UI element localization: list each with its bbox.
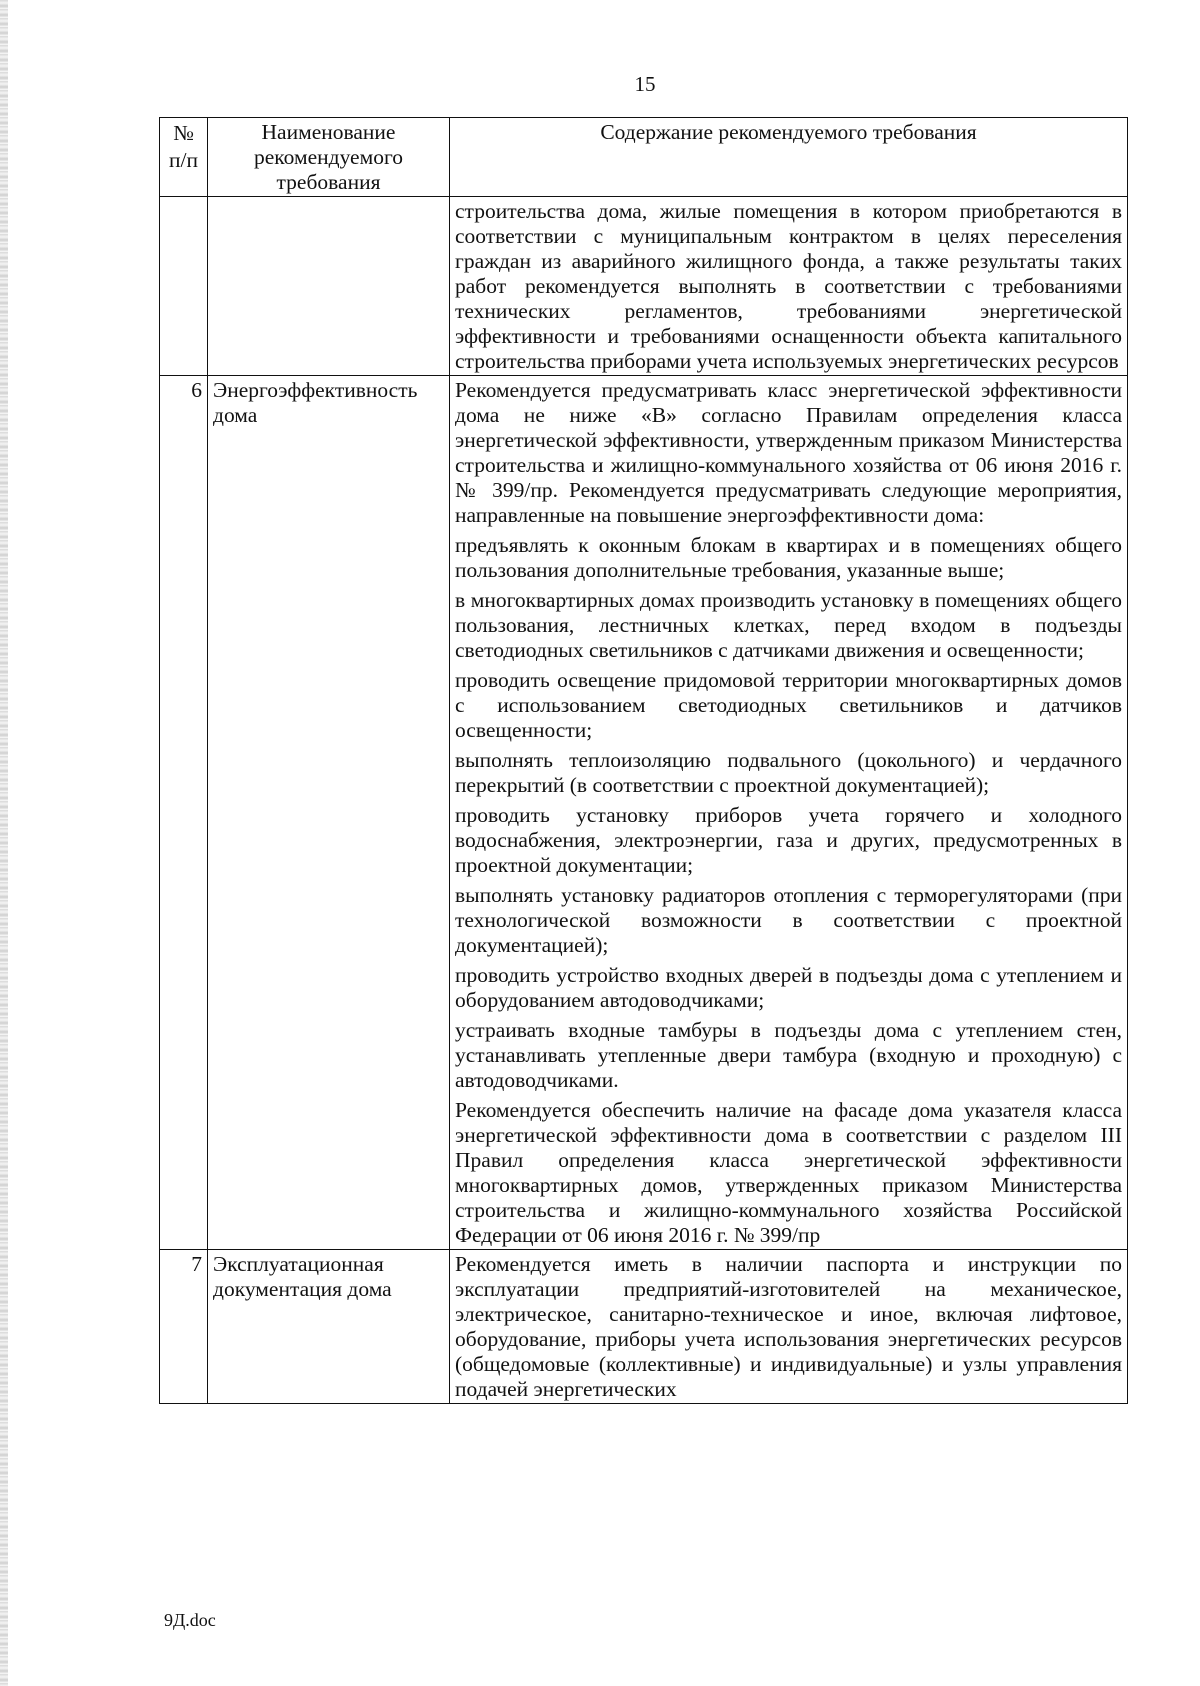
page-number: 15 — [634, 72, 656, 96]
header-number: № п/п — [160, 118, 208, 197]
row-name: Эксплуатационная документация дома — [208, 1250, 450, 1404]
row-name: Энергоэффективность дома — [208, 376, 450, 1250]
content-paragraph: выполнять теплоизоляцию подвального (цокольного) и чердачного перекрытий (в соответствии с проектной документацией); — [455, 748, 1122, 797]
table-row — [160, 1250, 1128, 1404]
row-number: 6 — [160, 376, 208, 1250]
header-name: Наименование рекомендуемого требования — [208, 118, 450, 197]
requirements-table — [159, 117, 1128, 1404]
row-content — [450, 1250, 1128, 1404]
row-number: 7 — [160, 1250, 208, 1404]
content-paragraph: проводить устройство входных дверей в подъезды дома с утеплением и оборудованием автодоводчиками; — [455, 963, 1122, 1012]
row-name — [208, 197, 450, 376]
content-paragraph: предъявлять к оконным блокам в квартирах и в помещениях общего пользования дополнительные требования, указанные выше; — [455, 533, 1122, 582]
content-paragraph: проводить освещение придомовой территории многоквартирных домов с использованием светодиодных светильников и датчиков освещенности; — [455, 668, 1122, 742]
scan-edge — [0, 0, 8, 1686]
content-paragraph: проводить установку приборов учета горячего и холодного водоснабжения, электроэнергии, газа и других, предусмотренных в проектной документации; — [455, 803, 1122, 877]
row-content — [450, 376, 1128, 1250]
content-paragraph: строительства дома, жилые помещения в котором приобретаются в соответствии с муниципальным контрактом в целях переселения граждан из аварийного жилищного фонда, а также результаты таких работ рекомендуется выполнять в соответствии с требованиями технических регламентов, требованиями энергетической эффективности и требованиями оснащенности объекта капитального строительства приборами учета используемых энергетических ресурсов — [455, 199, 1122, 373]
content-paragraph: Рекомендуется обеспечить наличие на фасаде дома указателя класса энергетической эффективности дома в соответствии с разделом III Правил определения класса энергетической эффективности многоквартирных домов, утвержденных приказом Министерства строительства и жилищно-коммунального хозяйства Российской Федерации от 06 июня 2016 г. № 399/пр — [455, 1098, 1122, 1247]
row-number — [160, 197, 208, 376]
table-header-row — [160, 118, 1128, 197]
content-paragraph: в многоквартирных домах производить установку в помещениях общего пользования, лестничных клетках, перед входом в подъезды светодиодных светильников с датчиками движения и освещенности; — [455, 588, 1122, 662]
table-row — [160, 376, 1128, 1250]
content-paragraph: Рекомендуется иметь в наличии паспорта и инструкции по эксплуатации предприятий-изготовителей на механическое, электрическое, санитарно-техническое и иное, включая лифтовое, оборудование, приборы учета использования энергетических ресурсов (общедомовые (коллективные) и индивидуальные) и узлы управления подачей энергетических — [455, 1252, 1122, 1401]
content-paragraph: Рекомендуется предусматривать класс энергетической эффективности дома не ниже «В» согласно Правилам определения класса энергетической эффективности, утвержденным приказом Министерства строительства и жилищно-коммунального хозяйства от 06 июня 2016 г. № 399/пр. Рекомендуется предусматривать следующие мероприятия, направленные на повышение энергоэффективности дома: — [455, 378, 1122, 527]
table-row — [160, 197, 1128, 376]
content-paragraph: выполнять установку радиаторов отопления с терморегуляторами (при технологической возможности в соответствии с проектной документацией); — [455, 883, 1122, 957]
content-paragraph: устраивать входные тамбуры в подъезды дома с утеплением стен, устанавливать утепленные двери тамбура (входную и проходную) с автодоводчиками. — [455, 1018, 1122, 1092]
footer-filename: 9Д.doc — [164, 1610, 216, 1630]
row-content — [450, 197, 1128, 376]
header-content: Содержание рекомендуемого требования — [450, 118, 1128, 197]
